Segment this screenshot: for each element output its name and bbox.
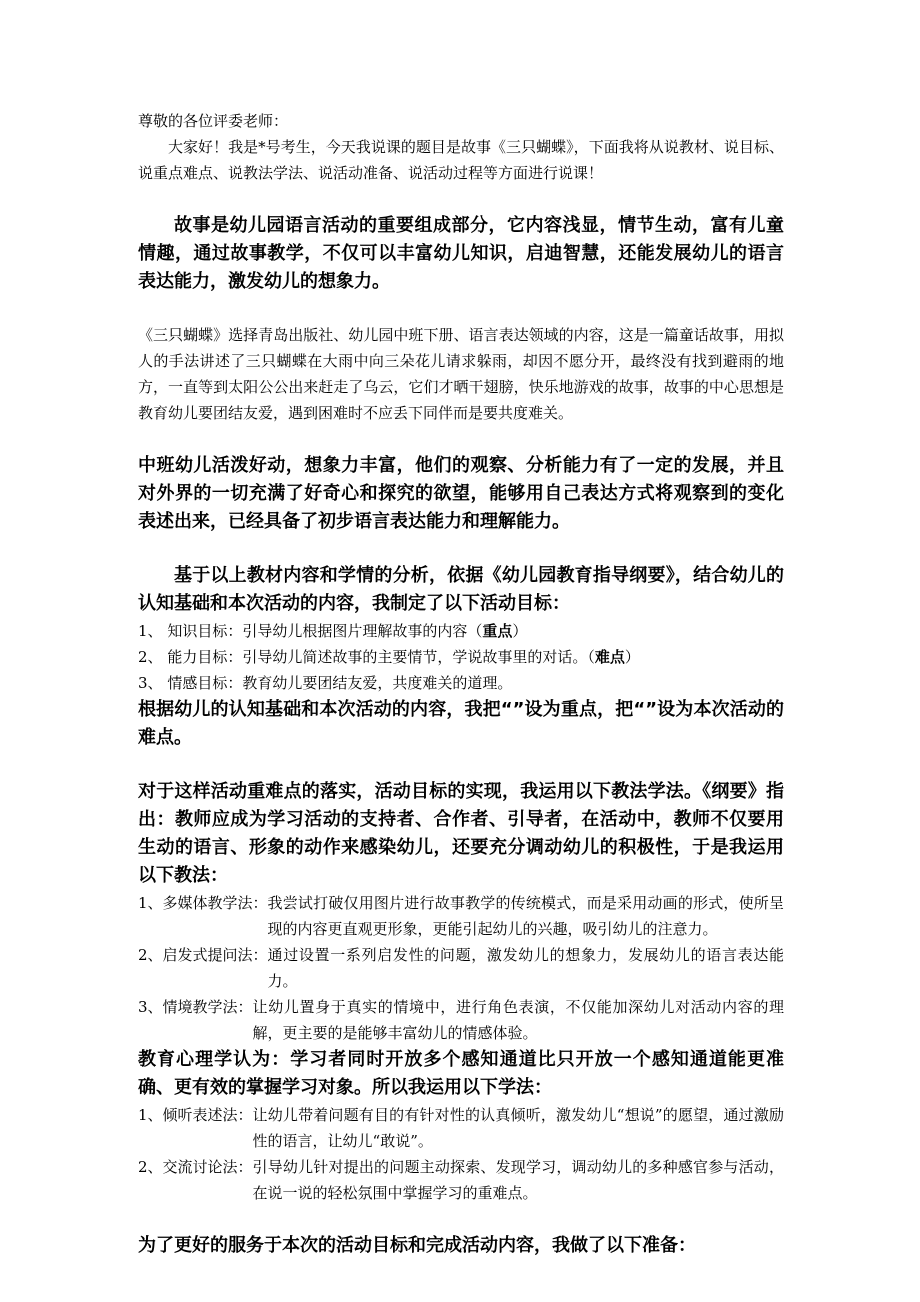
greeting: 尊敬的各位评委老师：	[138, 112, 289, 130]
goal-item	[138, 618, 784, 644]
learning-method-item	[138, 1102, 784, 1154]
document-page	[138, 108, 784, 1260]
goal-number: 2、	[138, 648, 168, 666]
method-text: 让幼儿带着问题有目的有针对性的认真倾听，激发幼儿“想说”的愿望，通过激励性的语言，让幼儿“敢说”。	[252, 1106, 784, 1150]
children-paragraph: 中班幼儿活泼好动，想象力丰富，他们的观察、分析能力有了一定的发展，并且对外界的一切充满了好奇心和探究的欲望，能够用自己表达方式将观察到的变化表述出来，已经具备了初步语言表达能力和理解能力。	[138, 455, 784, 532]
teaching-method-item	[138, 994, 784, 1046]
intro-paragraph: 大家好！我是*号考生，今天我说课的题目是故事《三只蝴蝶》，下面我将从说教材、说目标、说重点难点、说教法学法、说活动准备、说活动过程等方面进行说课！	[138, 138, 784, 182]
method-label: 1、多媒体教学法：	[138, 894, 268, 912]
learning-intro-paragraph: 教育心理学认为：学习者同时开放多个感知通道比只开放一个感知通道能更准确、更有效的掌握学习对象。所以我运用以下学法：	[138, 1049, 784, 1098]
methods-intro-paragraph: 对于这样活动重难点的落实，活动目标的实现，我运用以下教法学法。《纲要》指出：教师应成为学习活动的支持者、合作者、引导者，在活动中，教师不仅要用生动的语言、形象的动作来感染幼儿，还要充分调动幼儿的积极性，于是我运用以下教法：	[138, 781, 784, 886]
method-label: 1、倾听表述法：	[138, 1106, 253, 1124]
goals-intro-paragraph: 基于以上教材内容和学情的分析，依据《幼儿园教育指导纲要》，结合幼儿的认知基础和本次活动的内容，我制定了以下活动目标：	[138, 565, 784, 614]
method-label: 3、情境教学法：	[138, 998, 253, 1016]
goal-text: 情感目标：教育幼儿要团结友爱，共度难关的道理。	[167, 674, 513, 692]
goal-mark: 重点	[482, 622, 513, 640]
method-label: 2、交流讨论法：	[138, 1158, 253, 1176]
focus-paragraph: 根据幼儿的认知基础和本次活动的内容，我把“”设为重点，把“”设为本次活动的难点。	[138, 699, 784, 748]
method-text: 我尝试打破仅用图片进行故事教学的传统模式，而是采用动画的形式，使所呈现的内容更直观更形象，更能引起幼儿的兴趣，吸引幼儿的注意力。	[267, 894, 784, 938]
method-text: 引导幼儿针对提出的问题主动探索、发现学习，调动幼儿的多种感官参与活动，在说一说的轻松氛围中掌握学习的重难点。	[252, 1158, 784, 1202]
material-paragraph: 《三只蝴蝶》选择青岛出版社、幼儿园中班下册、语言表达领域的内容，这是一篇童话故事，用拟人的手法讲述了三只蝴蝶在大雨中向三朵花儿请求躲雨，却因不愿分开，最终没有找到避雨的地方，一直等到太阳公公出来赶走了乌云，它们才晒干翅膀，快乐地游戏的故事，故事的中心思想是教育幼儿要团结友爱，遇到困难时不应丢下同伴而是要共度难关。	[138, 326, 784, 422]
method-text: 通过设置一系列启发性的问题，激发幼儿的想象力，发展幼儿的语言表达能力。	[267, 946, 784, 990]
goal-item	[138, 670, 784, 696]
goal-mark: 难点	[594, 648, 625, 666]
goal-text: 能力目标：引导幼儿简述故事的主要情节，学说故事里的对话。（难点）	[167, 648, 640, 666]
method-text: 让幼儿置身于真实的情境中，进行角色表演，不仅能加深幼儿对活动内容的理解，更主要的是能够丰富幼儿的情感体验。	[252, 998, 784, 1042]
goal-item	[138, 644, 784, 670]
learning-method-item	[138, 1154, 784, 1206]
teaching-method-item	[138, 942, 784, 994]
goal-text: 知识目标：引导幼儿根据图片理解故事的内容（重点）	[167, 622, 528, 640]
teaching-method-item	[138, 890, 784, 942]
goal-number: 1、	[138, 622, 168, 640]
goal-number: 3、	[138, 674, 168, 692]
method-label: 2、启发式提问法：	[138, 946, 268, 964]
story-paragraph: 故事是幼儿园语言活动的重要组成部分，它内容浅显，情节生动，富有儿童情趣，通过故事教学，不仅可以丰富幼儿知识，启迪智慧，还能发展幼儿的语言表达能力，激发幼儿的想象力。	[138, 215, 784, 292]
prep-paragraph: 为了更好的服务于本次的活动目标和完成活动内容，我做了以下准备：	[138, 1235, 696, 1256]
